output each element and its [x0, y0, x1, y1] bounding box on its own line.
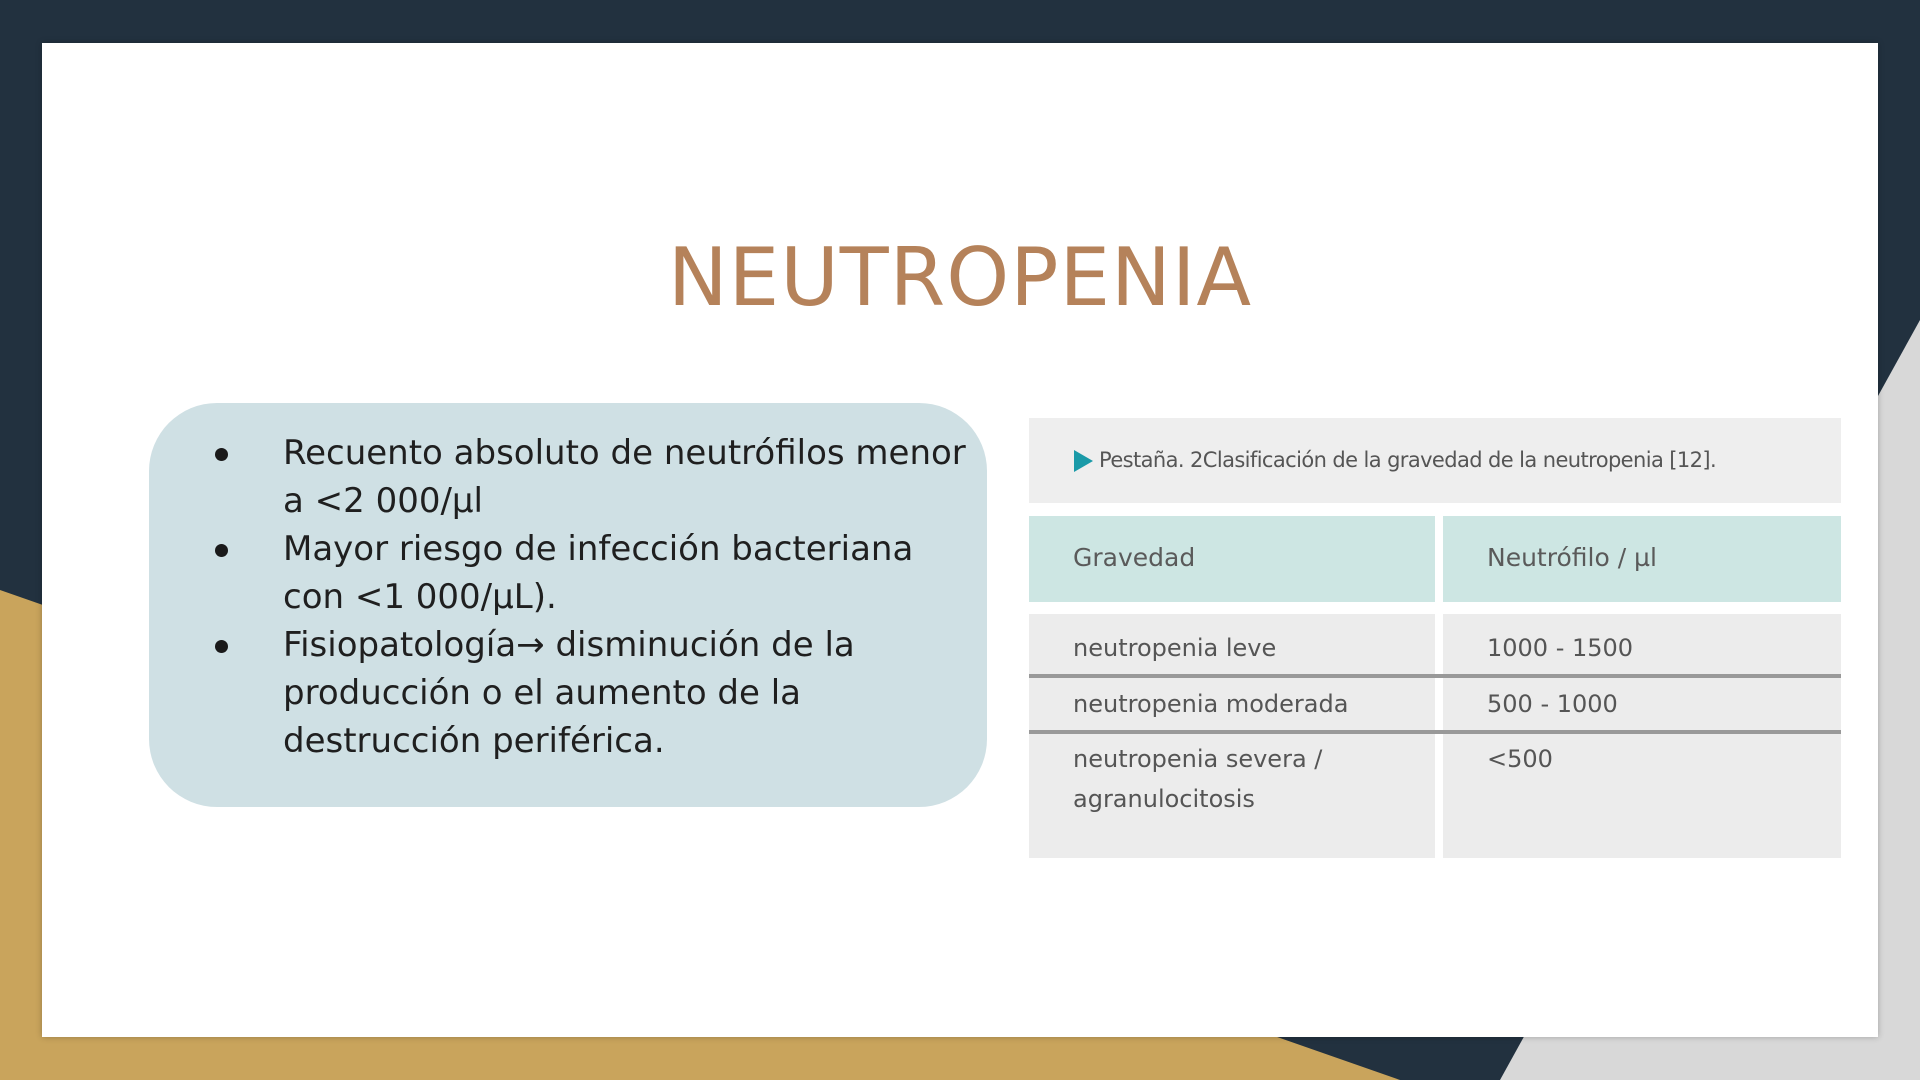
bullet-item	[213, 621, 973, 765]
bullet-dot	[215, 544, 228, 557]
header-label: Gravedad	[1073, 543, 1196, 572]
bullet-box	[149, 403, 987, 807]
bullet-text: Recuento absoluto de neutrófilos menor a <2 000/µl	[283, 433, 966, 521]
bullet-item	[213, 429, 973, 525]
bullet-dot	[215, 448, 228, 461]
table-cell	[1443, 614, 1841, 674]
table-cell	[1443, 678, 1841, 730]
table-cell	[1029, 734, 1435, 858]
table-caption: Pestaña. 2Clasificación de la gravedad de la neutropenia [12].	[1099, 448, 1717, 472]
slide-canvas	[42, 43, 1878, 1037]
cell-text: <500	[1487, 745, 1553, 773]
header-label: Neutrófilo / µl	[1487, 543, 1657, 572]
cell-text: agranulocitosis	[1073, 785, 1255, 813]
cell-text: neutropenia moderada	[1073, 690, 1349, 718]
bullet-dot	[215, 640, 228, 653]
cell-text: neutropenia leve	[1073, 634, 1277, 662]
bullet-item	[213, 525, 973, 621]
table-caption-bar	[1029, 418, 1841, 503]
severity-table-image	[1029, 418, 1841, 858]
table-cell	[1443, 734, 1841, 858]
table-header-severity	[1029, 516, 1435, 602]
cell-text: 500 - 1000	[1487, 690, 1618, 718]
cell-text: neutropenia severa /	[1073, 745, 1323, 773]
table-cell	[1029, 614, 1435, 674]
table-header-neutrophil	[1443, 516, 1841, 602]
bullet-text: Fisiopatología→ disminución de la producción o el aumento de la destrucción periférica.	[283, 625, 855, 761]
play-arrow-icon	[1074, 450, 1093, 472]
slide-title: NEUTROPENIA	[667, 231, 1253, 324]
table-cell	[1029, 678, 1435, 730]
bullet-list	[213, 429, 973, 765]
bullet-text: Mayor riesgo de infección bacteriana con <1 000/µL).	[283, 529, 914, 617]
cell-text: 1000 - 1500	[1487, 634, 1634, 662]
